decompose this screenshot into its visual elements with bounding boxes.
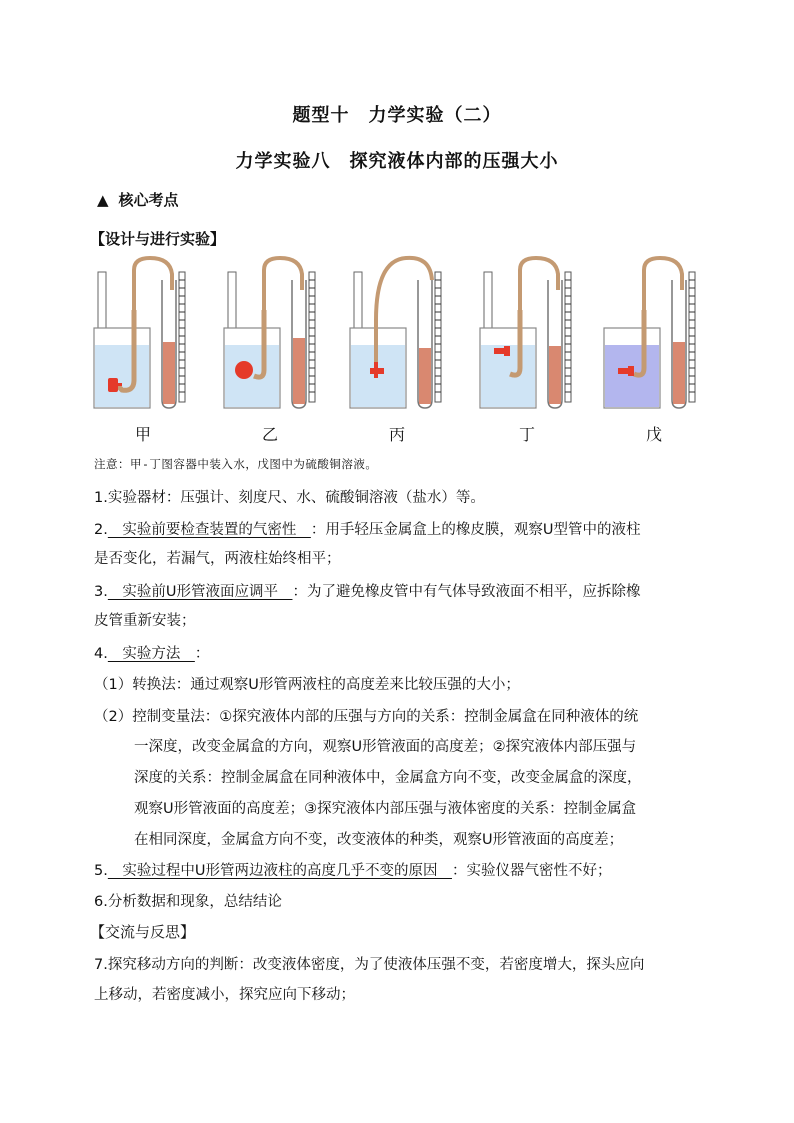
figure-note: 注意：甲-丁图容器中装入水，戊图中为硫酸铜溶液。 [94,457,378,471]
item-4-blank: 实验方法 [107,646,195,662]
figure-label-ding: 丁 [518,425,535,444]
section-reflect: 【交流与反思】 [90,923,196,941]
figure-wu [600,250,710,415]
figure-label-wu: 戊 [645,425,662,444]
experiment-figures [88,250,708,450]
page-title: 题型十 力学实验（二） [292,105,502,126]
figure-yi [220,250,330,415]
item-4-2-line-1: （2）控制变量法：①探究液体内部的压强与方向的关系：控制金属盒在同种液体的统 [94,709,639,725]
section-design: 【设计与进行实验】 [90,230,226,248]
item-4-1: （1）转换法：通过观察U形管两液柱的高度差来比较压强的大小； [94,677,520,693]
item-4-text: ： [194,646,210,662]
item-3-text-1: ：为了避免橡皮管中有气体导致液面不相平，应拆除橡 [292,584,641,600]
item-4-2-line-3: 深度的关系：控制金属盒在同种液体中，金属盒方向不变，改变金属盒的深度， [134,770,642,786]
item-2-line-2: 是否变化，若漏气，两液柱始终相平； [94,551,341,567]
item-2-num: 2. [94,522,108,538]
item-2-blank: 实验前要检查装置的气密性 [107,522,311,538]
item-4-2-line-5: 在相同深度，金属盒方向不变，改变液体的种类，观察U形管液面的高度差； [134,832,624,848]
item-3-line-1 [94,580,640,601]
item-7-line-1: 7.探究移动方向的判断：改变液体密度，为了使液体压强不变，若密度增大，探头应向 [94,957,645,973]
figure-label-jia: 甲 [134,425,151,444]
item-4 [94,642,209,663]
core-heading-text: 核心考点 [118,191,179,209]
item-5 [94,859,611,880]
item-5-blank: 实验过程中U形管两边液柱的高度几乎不变的原因 [107,863,452,879]
figure-jia [90,250,200,415]
item-3-num: 3. [94,584,108,600]
item-2-text-1: ：用手轻压金属盒上的橡皮膜，观察U型管中的液柱 [310,522,641,538]
item-4-2-line-4: 观察U形管液面的高度差；③探究液体内部压强与液体密度的关系：控制金属盒 [134,801,637,817]
page-subtitle: 力学实验八 探究液体内部的压强大小 [235,151,559,172]
item-4-num: 4. [94,646,108,662]
item-2-line-1 [94,518,640,539]
core-heading [97,189,179,210]
item-5-text: ：实验仪器气密性不好； [451,863,612,879]
item-6: 6.分析数据和现象，总结结论 [94,894,282,910]
figure-label-bing: 丙 [388,425,405,444]
item-5-num: 5. [94,863,108,879]
triangle-icon: ▲ [97,191,109,209]
item-1: 1.实验器材：压强计、刻度尺、水、硫酸铜溶液（盐水）等。 [94,490,485,506]
figure-bing [346,250,456,415]
item-3-line-2: 皮管重新安装； [94,613,196,629]
item-4-2-line-2: 一深度，改变金属盒的方向，观察U形管液面的高度差；②探究液体内部压强与 [134,739,637,755]
figure-label-yi: 乙 [261,425,278,444]
item-7-line-2: 上移动，若密度减小，探究应向下移动； [94,987,355,1003]
item-3-blank: 实验前U形管液面应调平 [107,584,293,600]
figure-ding [476,250,586,415]
